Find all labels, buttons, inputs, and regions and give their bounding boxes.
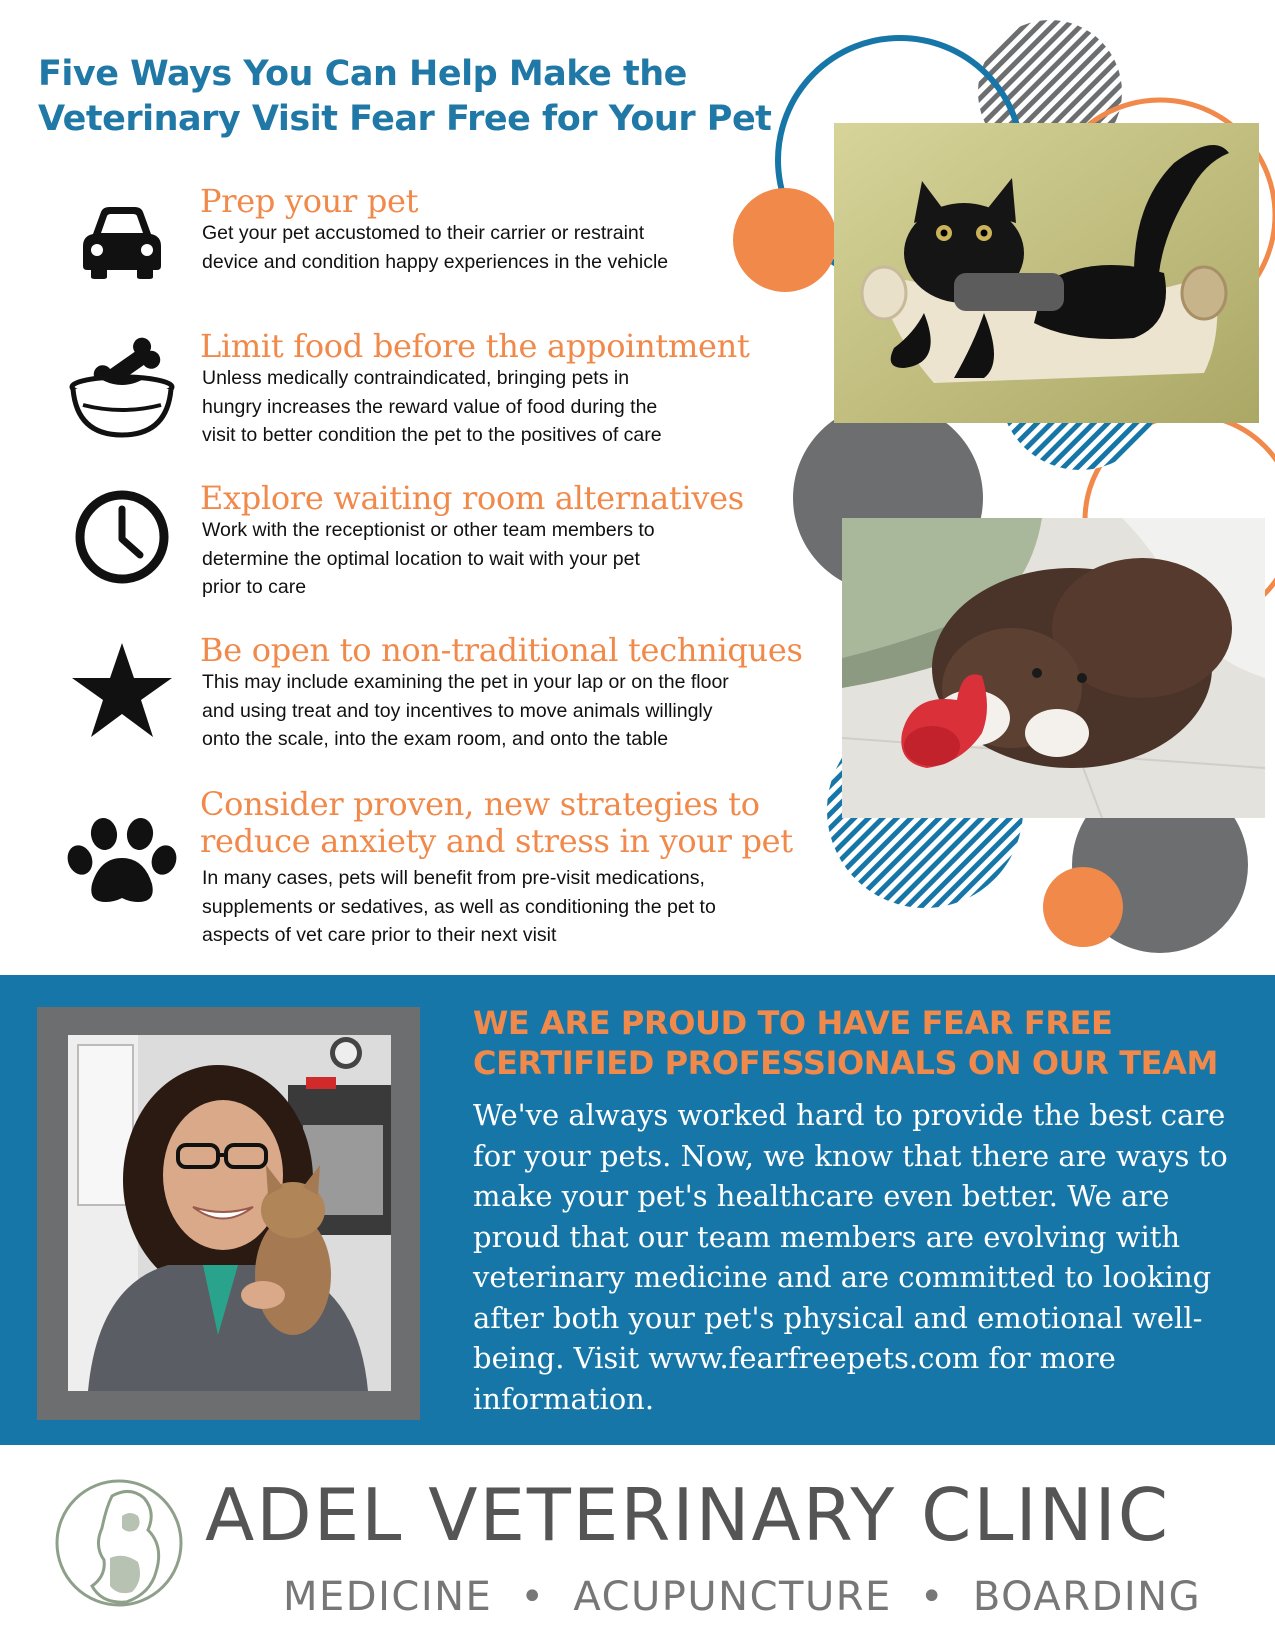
separator-1: • xyxy=(520,1574,546,1620)
tip-4-heading: Be open to non-traditional techniques xyxy=(200,631,803,669)
tip-2-body-line-1: Unless medically contraindicated, bringing pets in xyxy=(202,367,630,389)
tip-1-heading: Prep your pet xyxy=(200,182,419,220)
certification-body-line-5: veterinary medicine and are committed to looking xyxy=(473,1260,1212,1294)
dog-and-cat-logo xyxy=(52,1476,186,1610)
tip-5-heading-line-2: reduce anxiety and stress in your pet xyxy=(200,822,793,860)
tip-1-body-line-1: Get your pet accustomed to their carrier or restraint xyxy=(202,222,645,244)
star-icon xyxy=(62,636,182,746)
certification-heading-line-1: WE ARE PROUD TO HAVE FEAR FREE xyxy=(473,1004,1113,1042)
orange-circle-bottom xyxy=(1043,867,1123,947)
tip-4-body-line-3: onto the scale, into the exam room, and onto the table xyxy=(202,728,669,750)
cat-photo xyxy=(834,123,1259,423)
certification-body-line-8: information. xyxy=(473,1381,655,1416)
tip-3-body xyxy=(202,516,782,602)
certification-heading xyxy=(473,1003,1253,1083)
service-acupuncture: ACUPUNCTURE xyxy=(573,1574,892,1620)
tip-5-heading xyxy=(200,786,840,860)
tip-2-body-line-2: hungry increases the reward value of food during the xyxy=(202,395,658,418)
page-title xyxy=(38,52,798,142)
certification-body xyxy=(473,1095,1233,1419)
service-boarding: BOARDING xyxy=(972,1574,1202,1620)
certification-body-line-1: We've always worked hard to provide the best care xyxy=(473,1098,1226,1132)
car-icon xyxy=(62,187,182,297)
tip-3-body-line-1: Work with the receptionist or other team members to xyxy=(202,519,655,541)
title-line-2: Veterinary Visit Fear Free for Your Pet xyxy=(38,99,772,139)
tip-5-body xyxy=(202,864,782,950)
tip-5-body-line-1: In many cases, pets will benefit from pre-visit medications, xyxy=(202,867,705,889)
clinic-name: ADEL VETERINARY CLINIC xyxy=(205,1473,1171,1557)
clock-icon xyxy=(62,482,182,592)
title-line-1: Five Ways You Can Help Make the xyxy=(38,54,687,94)
tip-3-body-line-2: determine the optimal location to wait with your pet xyxy=(202,547,640,570)
certification-body-line-6: after both your pet's physical and emotional well- xyxy=(473,1300,1203,1335)
tip-5-heading-line-1: Consider proven, new strategies to xyxy=(200,785,760,823)
tip-1-body-line-2: device and condition happy experiences in the vehicle xyxy=(202,250,669,273)
tip-1-body xyxy=(202,219,782,276)
puppy-photo xyxy=(842,518,1265,818)
tip-4-body-line-2: and using treat and toy incentives to move animals willingly xyxy=(202,699,713,722)
tip-2-body xyxy=(202,364,782,450)
tip-5-body-line-2: supplements or sedatives, as well as conditioning the pet to xyxy=(202,895,716,918)
certification-body-line-7: being. Visit www.fearfreepets.com for more xyxy=(473,1341,1116,1375)
tip-2-body-line-3: visit to better condition the pet to the positives of care xyxy=(202,424,662,446)
tip-4-body-line-1: This may include examining the pet in your lap or on the floor xyxy=(202,671,729,693)
separator-2: • xyxy=(919,1574,945,1620)
tip-3-heading: Explore waiting room alternatives xyxy=(200,479,744,517)
certification-heading-line-2: CERTIFIED PROFESSIONALS ON OUR TEAM xyxy=(473,1044,1218,1082)
certification-body-line-3: make your pet's healthcare even better. We are xyxy=(473,1179,1170,1213)
tip-4-body xyxy=(202,668,782,754)
certification-body-line-4: proud that our team members are evolving with xyxy=(473,1219,1181,1254)
vet-photo xyxy=(68,1035,391,1391)
tip-2-heading: Limit food before the appointment xyxy=(200,327,750,365)
service-medicine: MEDICINE xyxy=(283,1574,493,1620)
certification-body-line-2: for your pets. Now, we know that there are ways to xyxy=(473,1138,1228,1173)
tip-5-body-line-3: aspects of vet care prior to their next visit xyxy=(202,924,557,946)
food-bowl-icon xyxy=(62,334,182,444)
paw-icon xyxy=(62,808,182,918)
services-line xyxy=(283,1572,1202,1622)
tip-3-body-line-3: prior to care xyxy=(202,576,307,598)
